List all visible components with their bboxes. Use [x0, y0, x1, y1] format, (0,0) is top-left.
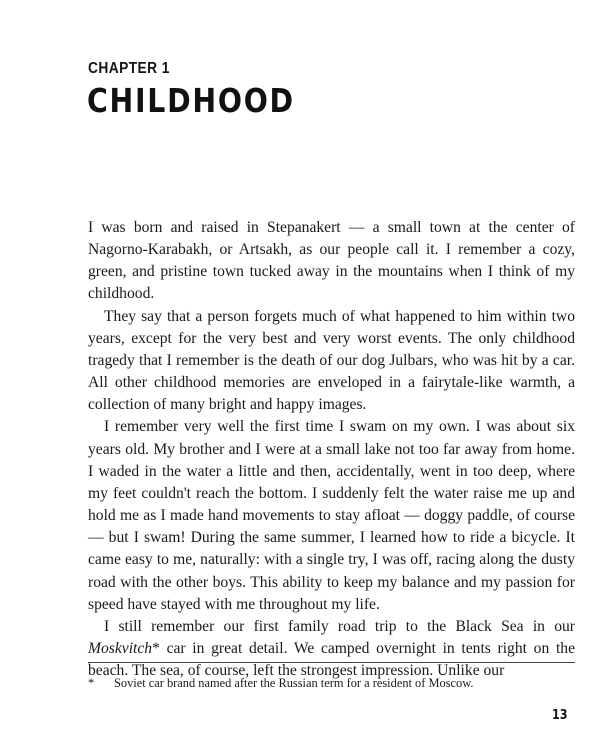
- paragraph-4: [88, 616, 575, 682]
- chapter-label: CHAPTER 1: [88, 60, 170, 77]
- footnote: [88, 676, 575, 691]
- chapter-body: [88, 217, 575, 682]
- paragraph-2: They say that a person forgets much of what happened to him within two years, except for the very best and very worst events. The only childhood tragedy that I remember is the death of our dog Julbars, who was hit by a car. All other childhood memories are enveloped in a fairytale-like warmth, a collection of many bright and happy images.: [88, 307, 575, 414]
- paragraph-3: I remember very well the first time I swam on my own. I was about six years old. My brother and I were at a small lake not too far away from home. I waded in the water a little and then, accidentally, went in too deep, where my feet couldn't reach the bottom. I suddenly felt the water raise me up and hold me as I made hand movements to stay afloat — doggy paddle, of course — but I swam! During the same summer, I learned how to ride a bicycle. It came easy to me, naturally: with a single try, I was off, racing along the dusty road with the other boys. This ability to keep my balance and my passion for speed have stayed with me throughout my life.: [88, 418, 575, 613]
- car-brand-italic: Moskvitch: [88, 639, 153, 657]
- paragraph-4-start: I still remember our first family road trip to the Black Sea in our: [104, 617, 575, 635]
- footnote-mark: *: [88, 676, 95, 690]
- footnote-divider: [88, 662, 575, 663]
- chapter-title: CHILDHOOD: [87, 81, 295, 120]
- page-number: 13: [552, 708, 568, 723]
- paragraph-1: I was born and raised in Stepanakert — a small town at the center of Nagorno-Karabakh, or Artsakh, as our people call it. I remember a cozy, green, and pristine town tucked away in the mountains when I think of my childhood.: [88, 219, 575, 303]
- footnote-text: Soviet car brand named after the Russian term for a resident of Moscow.: [114, 676, 474, 690]
- paragraph-4-end: car in great detail. We camped overnight in tents right on the beach. The sea, of course, left the strongest impression. Unlike our: [88, 639, 575, 680]
- footnote-reference: *: [152, 639, 160, 657]
